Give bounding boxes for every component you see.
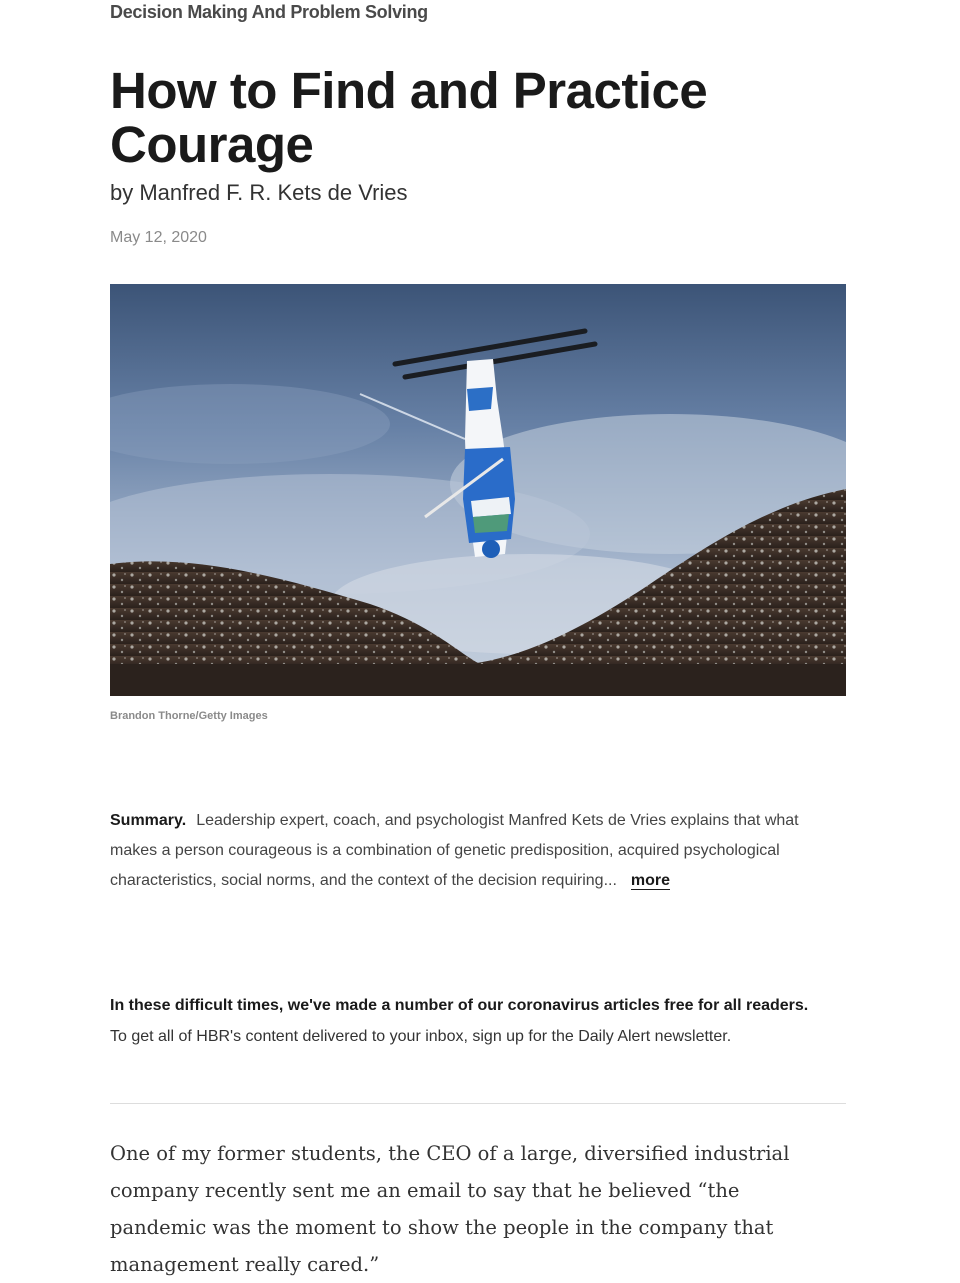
image-credit: Brandon Thorne/Getty Images [110, 710, 268, 722]
article-title: How to Find and Practice Courage [110, 62, 708, 173]
publish-date: May 12, 2020 [110, 229, 207, 246]
author-byline[interactable]: by Manfred F. R. Kets de Vries [110, 180, 408, 205]
topic-link[interactable]: Decision Making And Problem Solving [110, 2, 428, 22]
summary-block [110, 806, 846, 896]
divider [110, 1103, 846, 1104]
notice-headline: In these difficult times, we've made a number of our coronavirus articles free for all readers. [110, 997, 809, 1014]
hero-image [110, 284, 846, 696]
more-link[interactable]: more [630, 872, 671, 889]
coronavirus-notice [110, 990, 846, 1052]
newsletter-signup-text[interactable]: To get all of HBR's content delivered to your inbox, sign up for the Daily Alert newsletter. [110, 1028, 732, 1045]
article-body-paragraph: One of my former students, the CEO of a large, diversified industrial company recently sent me an email to say that he believed “the pandemic was the moment to show the people in the company that management really cared.” [110, 1142, 790, 1276]
summary-label: Summary. [110, 812, 187, 829]
summary-text: Leadership expert, coach, and psychologist Manfred Kets de Vries explains that what makes a person courageous is a combination of genetic predisposition, acquired psychological characteristics, social norms, and the context of the decision requiring... [110, 812, 799, 889]
